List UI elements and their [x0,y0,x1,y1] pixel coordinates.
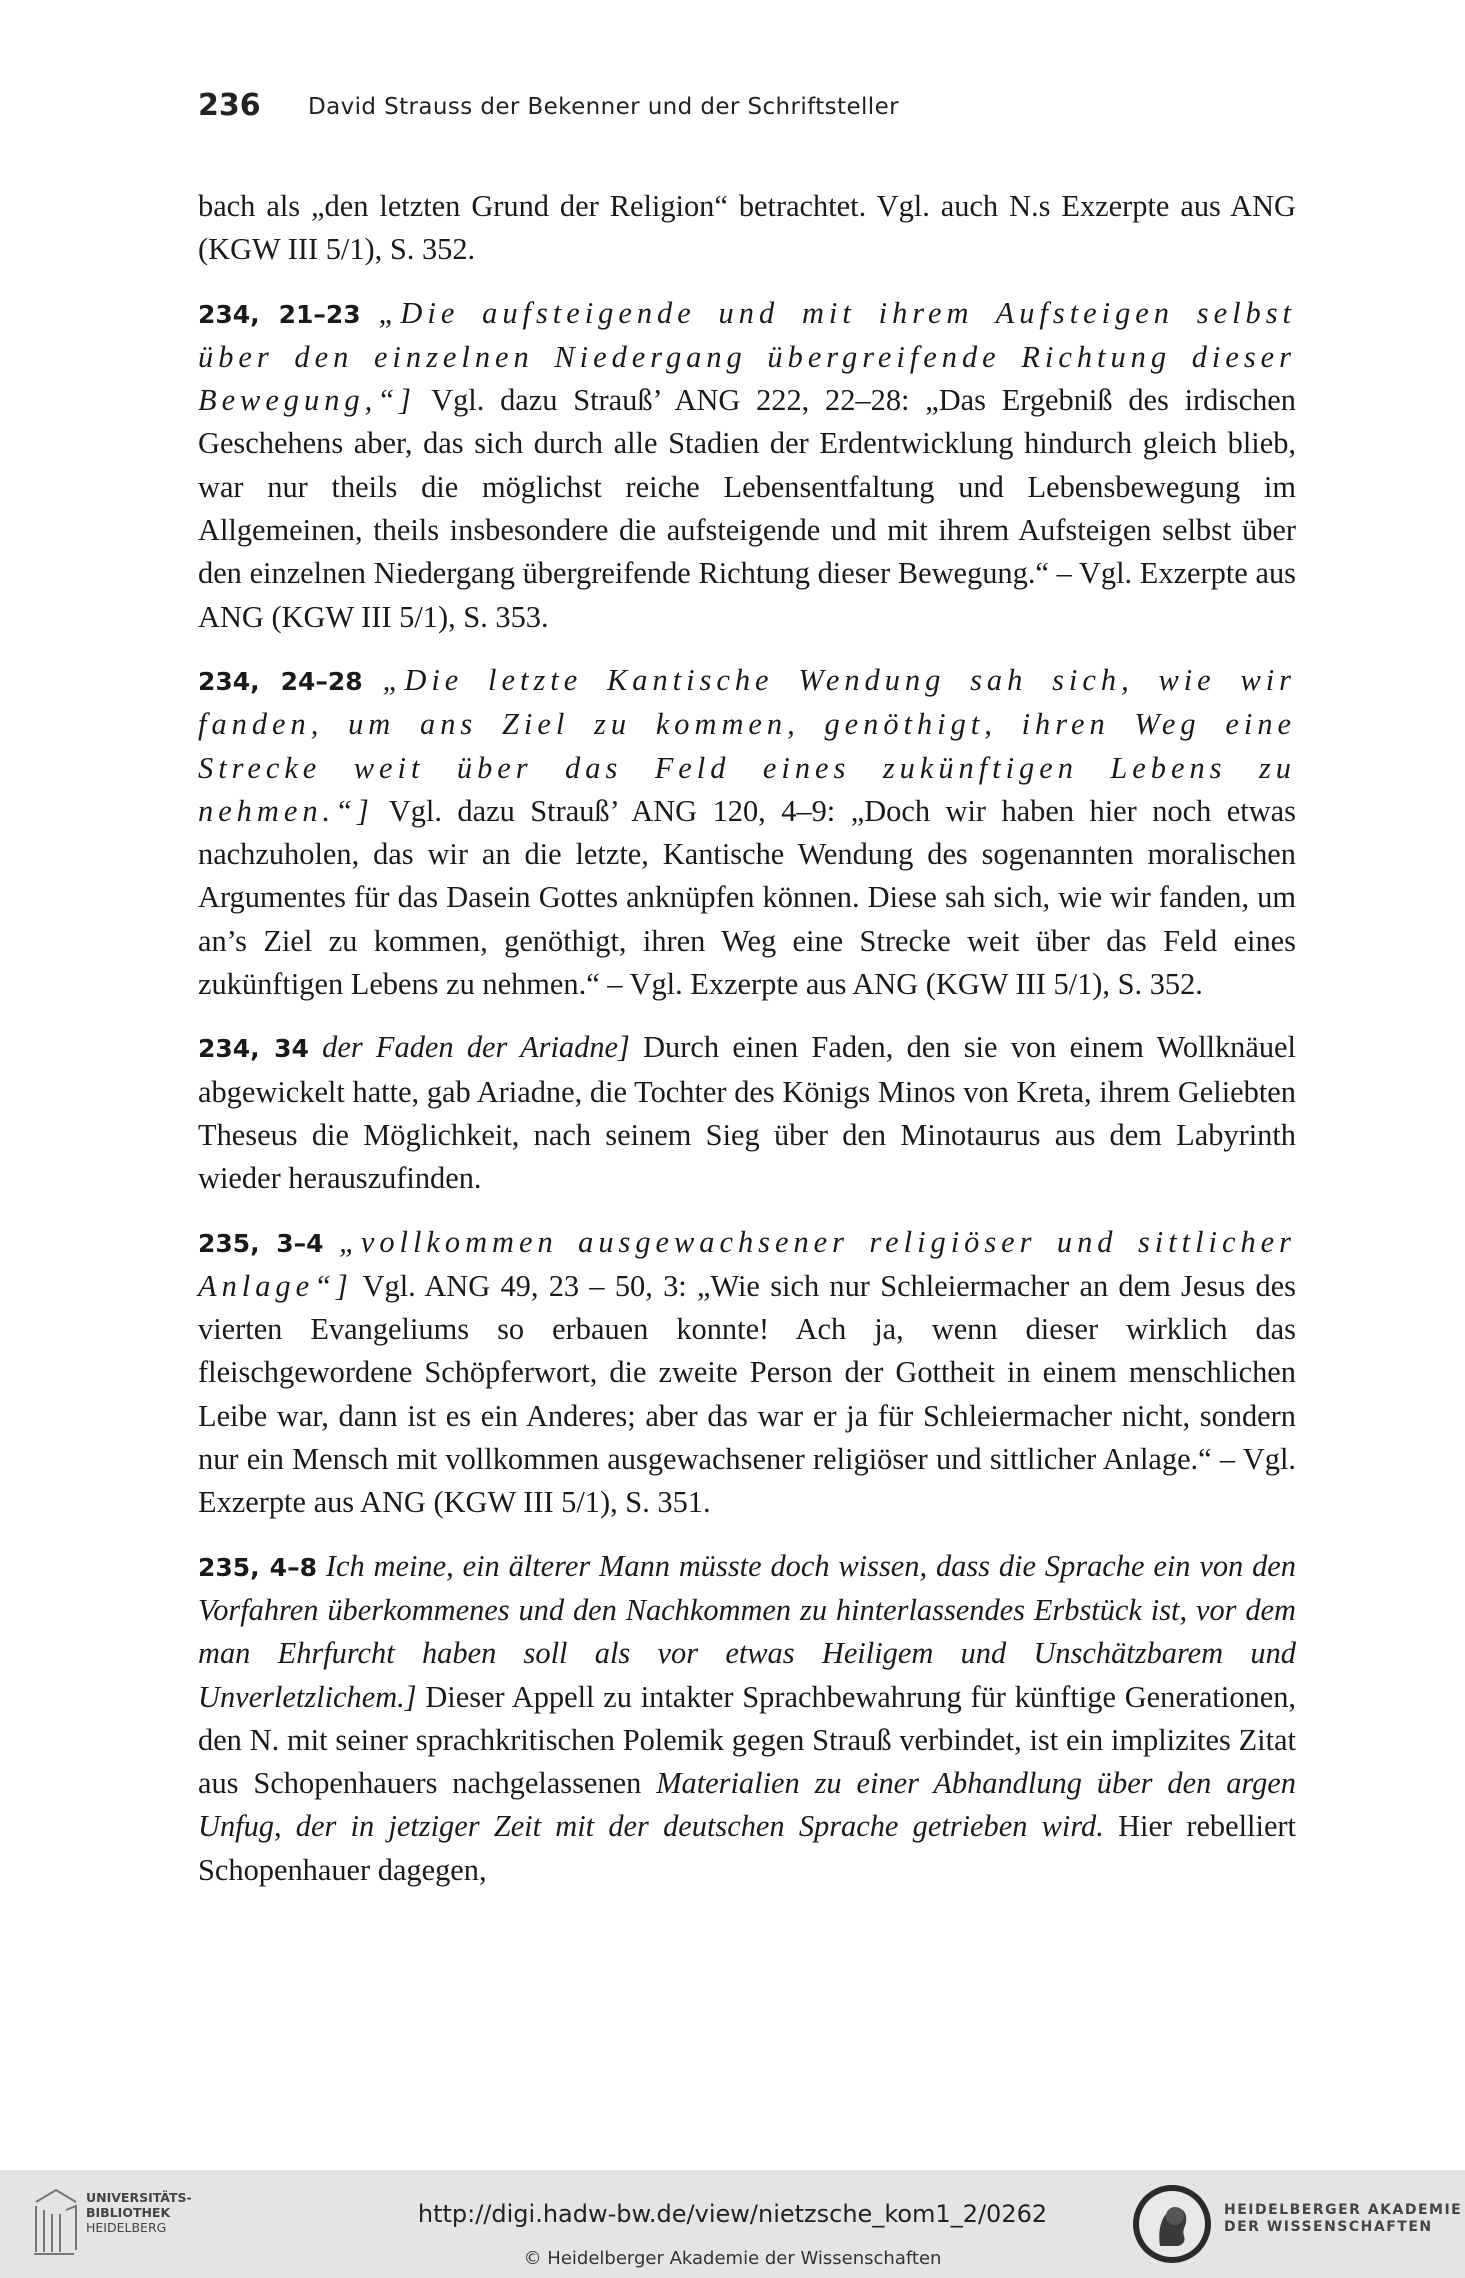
commentary-paragraph [198,659,1296,1006]
running-title: David Strauss der Bekenner und der Schriftsteller [308,94,900,120]
commentary-text: Vgl. dazu Strauß’ ANG 120, 4–9: „Doch wir haben hier noch etwas nachzuholen, das wir an die letzte, Kantische Wendung des sogenannten moralischen Argumentes für das Dasein Gottes anknüpfen können. Diese sah sich, wie wir fanden, um an’s Ziel zu kommen, genöthigt, ihren Weg eine Strecke weit über das Feld eines zukünftigen Lebens zu nehmen.“ – Vgl. Exzerpte aus ANG (KGW III 5/1), S. 352. [198,793,1296,1002]
academy-line-2: DER WISSENSCHAFTEN [1224,2219,1433,2235]
copyright-notice: © Heidelberger Akademie der Wissenschaften [523,2248,942,2269]
lemma-text: „vollkommen ausgewachsener religiöser und sittlicher Anlage“] [198,1224,1296,1303]
commentary-text: Hier rebelliert Schopenhauer dagegen, [198,1809,1296,1887]
academy-name [1224,2202,1462,2236]
lemma-text: Materialien zu einer Abhandlung über den argen Unfug, der in jetziger Zeit mit der deutschen Sprache getrieben wird. [198,1766,1296,1844]
library-line-3: HEIDELBERG [86,2220,167,2235]
line-reference: 234, 24–28 [198,666,363,696]
page-number: 236 [198,88,261,123]
commentary-text: Dieser Appell zu intakter Sprachbewahrung für künftige Generationen, den N. mit seiner sprachkritischen Polemik gegen Strauß verbindet, ist ein implizites Zitat aus Schopenhauers nachgelassenen [198,1679,1296,1801]
commentary-text: Vgl. ANG 49, 23 – 50, 3: „Wie sich nur Schleiermacher an dem Jesus des vierten Evangeliums so erbauen konnte! Ach ja, wenn dieser wirklich das fleischgewordene Schöpferwort, die zweite Person der Gottheit in einem menschlichen Leibe war, dann ist es ein Anderes; aber das war er ja für Schleiermacher nicht, sondern nur ein Mensch mit vollkommen ausgewachsener religiöser und sittlicher Anlage.“ – Vgl. Exzerpte aus ANG (KGW III 5/1), S. 351. [198,1268,1296,1520]
commentary-text: Vgl. dazu Strauß’ ANG 222, 22–28: „Das Ergebniß des irdischen Geschehens aber, das sich durch alle Stadien der Erdentwicklung hindurch gleich blieb, war nur theils die möglichst reiche Lebensentfaltung und Lebensbewegung im Allgemeinen, theils insbesondere die aufsteigende und mit ihrem Aufsteigen selbst über den einzelnen Niedergang übergreifende Richtung dieser Bewegung.“ – Vgl. Exzerpte aus ANG (KGW III 5/1), S. 353. [198,383,1296,634]
commentary-body [198,185,1296,1912]
commentary-paragraph [198,292,1296,639]
line-reference: 235, 4–8 [198,1552,317,1582]
portrait-seal-icon [1130,2182,1214,2266]
footer-bar [0,2170,1465,2278]
commentary-text: Durch einen Faden, den sie von einem Wollknäuel abgewickelt hatte, gab Ariadne, die Tochter des Königs Minos von Kreta, ihrem Geliebten Theseus die Möglichkeit, nach seinem Sieg über den Minotaurus aus dem Labyrinth wieder herauszufinden. [198,1030,1296,1196]
lemma-text: Ich meine, ein älterer Mann müsste doch wissen, dass die Sprache ein von den Vorfahren überkommenes und den Nachkommen zu hinterlassendes Erbstück ist, vor dem man Ehrfurcht haben soll als vor etwas Heiligem und Unschätzbarem und Unverletzlichem.] [198,1548,1296,1714]
library-line-2: BIBLIOTHEK [86,2205,171,2220]
lemma-text: der Faden der Ariadne] [322,1030,630,1065]
line-reference: 234, 21–23 [198,299,361,329]
lemma-text: „Die aufsteigende und mit ihrem Aufsteigen selbst über den einzelnen Niedergang übergreifende Richtung dieser Bewegung,“] [198,295,1297,418]
permalink-url[interactable]: http://digi.hadw-bw.de/view/nietzsche_kom1_2/0262 [417,2200,1048,2228]
page-header [198,88,1298,128]
line-reference: 234, 34 [198,1034,309,1064]
line-reference: 235, 3–4 [198,1228,324,1258]
library-line-1: UNIVERSITÄTS- [86,2190,192,2205]
commentary-paragraph [198,1545,1296,1892]
commentary-text: bach als „den letzten Grund der Religion“ betrachtet. Vgl. auch N.s Exzerpte aus ANG (KGW III 5/1), S. 352. [198,189,1296,267]
academy-line-1: HEIDELBERGER AKADEMIE [1224,2202,1463,2218]
commentary-paragraph [198,185,1296,272]
lemma-text: „Die letzte Kantische Wendung sah sich, wie wir fanden, um ans Ziel zu kommen, genöthigt, ihren Weg eine Strecke weit über das Feld eines zukünftigen Lebens zu nehmen.“] [198,662,1296,828]
commentary-paragraph [198,1221,1296,1525]
commentary-paragraph [198,1026,1296,1200]
